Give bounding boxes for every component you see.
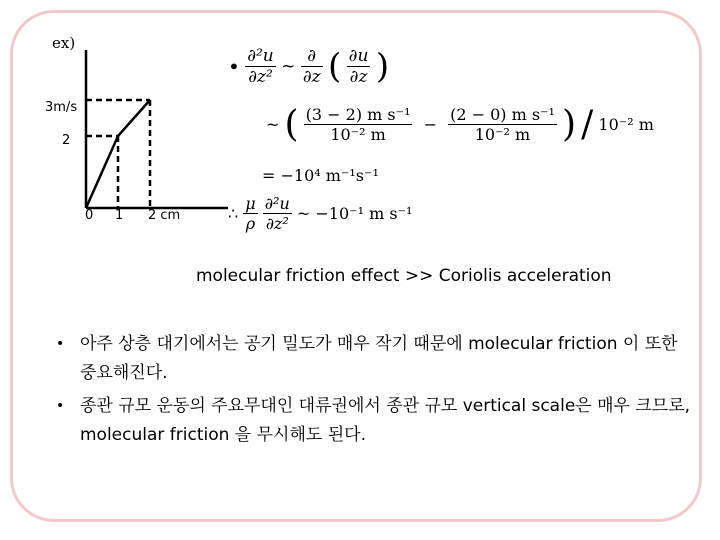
example-label: ex) [52,34,76,52]
bullet-item [56,392,696,450]
y-label-2: 2 [62,133,71,148]
bullet-glyph: • [228,54,240,79]
x-label-0: 0 [85,208,94,223]
paren-close: ) [375,46,390,87]
paren-open-big: ( [284,104,299,145]
x-label-1: 1 [115,208,124,223]
friction-derivative-fraction: $\frac{\text{∂²u}}{\text{∂z²}}$ [264,194,290,233]
equation-line-3: = −10⁴ m⁻¹s⁻¹ [262,166,379,185]
bullet-dot-icon: • [56,336,65,352]
bullet-text: 아주 상층 대기에서는 공기 밀도가 매우 작기 때문에 molecular friction 이 또한 중요해진다. [80,334,678,383]
bullet-text: 종관 규모 운동의 주요무대인 대류권에서 종관 규모 vertical scale은 매우 크므로, molecular friction 을 무시해도 된다. [80,396,691,445]
bullet-list [56,330,696,454]
paren-close-big: ) [562,104,577,145]
paren-open: ( [327,46,342,87]
equation-line-2: ~ ( $\frac{\text{(3 − 2) m s⁻¹}}{\text{10⁻² m}}$ − $\frac{\text{(2 − 0) m s⁻¹}}{\text{10⁻² m}}$ ) / 10⁻² m [266,104,654,145]
y-label-3ms: 3m/s [45,100,78,115]
bullet-item [56,330,696,388]
velocity-profile-graph [80,40,230,215]
first-difference-fraction: $\frac{\text{(3 − 2) m s⁻¹}}{\text{10⁻² m}}$ [305,105,411,144]
friction-result: ~ −10⁻¹ m s⁻¹ [296,204,413,223]
friction-comparison-caption: molecular friction effect >> Coriolis acceleration [196,266,612,286]
equation-line-1: • $\frac{\text{∂²u}}{\text{∂z²}}$ ~ $\frac{\partial}{\partial z}$ ( $\frac{\partial u}{\partial z}$ ) [228,46,390,87]
second-derivative-fraction: $\frac{\text{∂²u}}{\text{∂z²}}$ [247,46,274,87]
therefore-symbol: ∴ [228,204,239,223]
mu-over-rho-fraction: $\frac{\mu}{\rho}$ [245,194,256,233]
x-label-2cm: 2 cm [148,208,181,223]
second-difference-fraction: $\frac{\text{(2 − 0) m s⁻¹}}{\text{10⁻² m}}$ [450,105,555,144]
equation-line-4 [228,194,412,233]
inner-derivative-fraction: $\frac{\partial u}{\partial z}$ [348,46,369,87]
outer-derivative-fraction: $\frac{\partial}{\partial z}$ [302,46,321,87]
divisor: 10⁻² m [598,115,654,134]
slash: / [581,104,594,145]
bullet-dot-icon: • [56,398,65,414]
